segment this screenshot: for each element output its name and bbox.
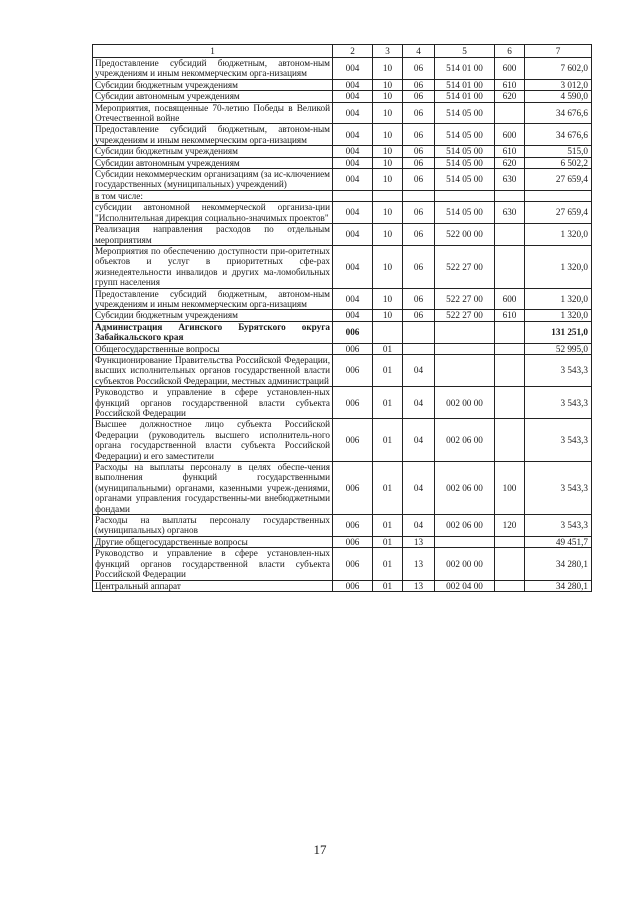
section-code-cell: 10 xyxy=(373,79,403,90)
table-row xyxy=(93,91,592,102)
row-name-cell: Субсидии бюджетным учреждениям xyxy=(93,79,333,90)
target-article-cell: 002 00 00 xyxy=(435,387,495,419)
row-name-cell: Мероприятия по обеспечению доступности при-оритетных объектов и услуг в приоритетных сфе-рах жизнедеятельности инвалидов и других ма-ломобильных групп населения xyxy=(93,245,333,288)
amount-cell xyxy=(525,190,592,201)
grbs-code-cell: 004 xyxy=(333,91,373,102)
subsection-code-cell: 06 xyxy=(403,288,435,310)
amount-cell: 3 543,3 xyxy=(525,515,592,537)
row-name-cell: Предоставление субсидий бюджетным, автоном-ным учреждениям и иным некоммерческим орга-низациям xyxy=(93,288,333,310)
expense-type-cell xyxy=(495,419,525,462)
grbs-code-cell: 004 xyxy=(333,79,373,90)
subsection-code-cell: 06 xyxy=(403,146,435,157)
grbs-code-cell: 006 xyxy=(333,321,373,343)
target-article-cell xyxy=(435,343,495,354)
expense-type-cell: 100 xyxy=(495,462,525,515)
expense-type-cell: 120 xyxy=(495,515,525,537)
subsection-code-cell: 04 xyxy=(403,419,435,462)
section-code-cell xyxy=(373,321,403,343)
section-code-cell: 01 xyxy=(373,548,403,580)
row-name-cell: Реализация направления расходов по отдельным мероприятиям xyxy=(93,224,333,246)
table-row xyxy=(93,124,592,146)
section-code-cell: 01 xyxy=(373,515,403,537)
amount-cell: 4 590,0 xyxy=(525,91,592,102)
grbs-code-cell: 004 xyxy=(333,224,373,246)
grbs-code-cell: 004 xyxy=(333,102,373,124)
grbs-code-cell: 004 xyxy=(333,310,373,321)
target-article-cell xyxy=(435,190,495,201)
header-cell: 6 xyxy=(495,45,525,58)
section-code-cell: 10 xyxy=(373,224,403,246)
section-code-cell: 01 xyxy=(373,354,403,386)
grbs-code-cell: 006 xyxy=(333,462,373,515)
expense-type-cell: 610 xyxy=(495,146,525,157)
section-code-cell: 10 xyxy=(373,146,403,157)
row-name-cell: Другие общегосударственные вопросы xyxy=(93,536,333,547)
amount-cell: 6 502,2 xyxy=(525,157,592,168)
table-row xyxy=(93,146,592,157)
table-row xyxy=(93,354,592,386)
amount-cell: 1 320,0 xyxy=(525,245,592,288)
amount-cell: 7 602,0 xyxy=(525,58,592,80)
grbs-code-cell: 004 xyxy=(333,157,373,168)
target-article-cell: 522 27 00 xyxy=(435,288,495,310)
table-row xyxy=(93,169,592,191)
table-row xyxy=(93,202,592,224)
row-name-cell: субсидии автономной некоммерческой организа-ции "Исполнительная дирекция социально-значимых проектов" xyxy=(93,202,333,224)
expense-type-cell: 600 xyxy=(495,58,525,80)
expense-type-cell: 600 xyxy=(495,288,525,310)
expense-type-cell xyxy=(495,387,525,419)
target-article-cell: 514 05 00 xyxy=(435,146,495,157)
amount-cell: 3 543,3 xyxy=(525,419,592,462)
expense-type-cell xyxy=(495,102,525,124)
grbs-code-cell: 004 xyxy=(333,58,373,80)
amount-cell: 27 659,4 xyxy=(525,169,592,191)
row-name-cell: Центральный аппарат xyxy=(93,580,333,591)
subsection-code-cell: 06 xyxy=(403,102,435,124)
target-article-cell: 514 05 00 xyxy=(435,102,495,124)
expense-type-cell xyxy=(495,245,525,288)
target-article-cell: 514 05 00 xyxy=(435,157,495,168)
section-code-cell xyxy=(373,190,403,201)
grbs-code-cell: 006 xyxy=(333,354,373,386)
table-row xyxy=(93,157,592,168)
amount-cell: 131 251,0 xyxy=(525,321,592,343)
expense-type-cell xyxy=(495,224,525,246)
subsection-code-cell: 13 xyxy=(403,580,435,591)
section-code-cell: 01 xyxy=(373,462,403,515)
target-article-cell: 002 00 00 xyxy=(435,548,495,580)
grbs-code-cell: 006 xyxy=(333,548,373,580)
amount-cell: 34 280,1 xyxy=(525,548,592,580)
header-cell: 1 xyxy=(93,45,333,58)
target-article-cell: 514 05 00 xyxy=(435,124,495,146)
row-name-cell: Субсидии бюджетным учреждениям xyxy=(93,146,333,157)
table-row xyxy=(93,548,592,580)
target-article-cell: 514 05 00 xyxy=(435,202,495,224)
table-row xyxy=(93,245,592,288)
grbs-code-cell: 004 xyxy=(333,146,373,157)
subsection-code-cell: 04 xyxy=(403,387,435,419)
subsection-code-cell: 06 xyxy=(403,91,435,102)
section-code-cell: 10 xyxy=(373,288,403,310)
section-code-cell: 10 xyxy=(373,124,403,146)
table-row xyxy=(93,580,592,591)
section-code-cell: 01 xyxy=(373,536,403,547)
expense-type-cell: 630 xyxy=(495,169,525,191)
target-article-cell xyxy=(435,321,495,343)
section-code-cell: 10 xyxy=(373,310,403,321)
section-code-cell: 01 xyxy=(373,387,403,419)
row-name-cell: Общегосударственные вопросы xyxy=(93,343,333,354)
expense-type-cell xyxy=(495,343,525,354)
table-row xyxy=(93,343,592,354)
grbs-code-cell: 006 xyxy=(333,387,373,419)
row-name-cell: Предоставление субсидий бюджетным, автоном-ным учреждениям и иным некоммерческим орга-низациям xyxy=(93,124,333,146)
header-cell: 4 xyxy=(403,45,435,58)
row-name-cell: Субсидии бюджетным учреждениям xyxy=(93,310,333,321)
amount-cell: 27 659,4 xyxy=(525,202,592,224)
grbs-code-cell xyxy=(333,190,373,201)
amount-cell: 1 320,0 xyxy=(525,288,592,310)
amount-cell: 1 320,0 xyxy=(525,310,592,321)
subsection-code-cell: 06 xyxy=(403,124,435,146)
row-name-cell: Функционирование Правительства Российской Федерации, высших исполнительных органов государственной власти субъектов Российской Федерации, местных администраций xyxy=(93,354,333,386)
subsection-code-cell: 06 xyxy=(403,245,435,288)
amount-cell: 3 543,3 xyxy=(525,462,592,515)
section-code-cell: 10 xyxy=(373,169,403,191)
target-article-cell: 522 27 00 xyxy=(435,245,495,288)
subsection-code-cell: 06 xyxy=(403,202,435,224)
amount-cell: 34 676,6 xyxy=(525,102,592,124)
subsection-code-cell: 06 xyxy=(403,58,435,80)
subsection-code-cell: 06 xyxy=(403,224,435,246)
section-code-cell: 10 xyxy=(373,58,403,80)
amount-cell: 52 995,0 xyxy=(525,343,592,354)
row-name-cell: в том числе: xyxy=(93,190,333,201)
target-article-cell xyxy=(435,536,495,547)
section-code-cell: 01 xyxy=(373,580,403,591)
budget-table xyxy=(92,44,592,592)
table-row xyxy=(93,515,592,537)
section-code-cell: 01 xyxy=(373,343,403,354)
subsection-code-cell: 13 xyxy=(403,536,435,547)
table-row xyxy=(93,58,592,80)
expense-type-cell: 630 xyxy=(495,202,525,224)
table-row xyxy=(93,387,592,419)
row-name-cell: Предоставление субсидий бюджетным, автоном-ным учреждениям и иным некоммерческим орга-низациям xyxy=(93,58,333,80)
grbs-code-cell: 006 xyxy=(333,343,373,354)
subsection-code-cell: 04 xyxy=(403,462,435,515)
page-number: 17 xyxy=(313,842,327,857)
header-cell: 3 xyxy=(373,45,403,58)
target-article-cell: 522 00 00 xyxy=(435,224,495,246)
amount-cell: 515,0 xyxy=(525,146,592,157)
target-article-cell: 002 06 00 xyxy=(435,515,495,537)
subsection-code-cell: 04 xyxy=(403,354,435,386)
expense-type-cell xyxy=(495,354,525,386)
amount-cell: 49 451,7 xyxy=(525,536,592,547)
expense-type-cell: 620 xyxy=(495,91,525,102)
row-name-cell: Руководство и управление в сфере установлен-ных функций органов государственной власти субъекта Российской Федерации xyxy=(93,548,333,580)
table-row xyxy=(93,288,592,310)
grbs-code-cell: 004 xyxy=(333,124,373,146)
section-code-cell: 10 xyxy=(373,245,403,288)
target-article-cell: 002 06 00 xyxy=(435,419,495,462)
expense-type-cell xyxy=(495,190,525,201)
expense-type-cell: 620 xyxy=(495,157,525,168)
amount-cell: 3 012,0 xyxy=(525,79,592,90)
table-row xyxy=(93,321,592,343)
section-code-cell: 10 xyxy=(373,91,403,102)
row-name-cell: Администрация Агинского Бурятского округа Забайкальского края xyxy=(93,321,333,343)
amount-cell: 34 280,1 xyxy=(525,580,592,591)
subsection-code-cell: 06 xyxy=(403,157,435,168)
subsection-code-cell: 06 xyxy=(403,79,435,90)
target-article-cell: 002 04 00 xyxy=(435,580,495,591)
table-row xyxy=(93,102,592,124)
target-article-cell: 514 05 00 xyxy=(435,169,495,191)
expense-type-cell xyxy=(495,536,525,547)
expense-type-cell: 610 xyxy=(495,310,525,321)
table-row xyxy=(93,419,592,462)
grbs-code-cell: 006 xyxy=(333,515,373,537)
table-row xyxy=(93,536,592,547)
budget-table-body xyxy=(93,45,592,592)
table-row xyxy=(93,190,592,201)
expense-type-cell: 600 xyxy=(495,124,525,146)
row-name-cell: Расходы на выплаты персоналу государственных (муниципальных) органов xyxy=(93,515,333,537)
row-name-cell: Высшее должностное лицо субъекта Российской Федерации (руководитель высшего исполнитель-ного органа государственной власти субъекта Российской Федерации) и его заместители xyxy=(93,419,333,462)
subsection-code-cell: 13 xyxy=(403,548,435,580)
amount-cell: 34 676,6 xyxy=(525,124,592,146)
subsection-code-cell xyxy=(403,321,435,343)
grbs-code-cell: 004 xyxy=(333,202,373,224)
section-code-cell: 01 xyxy=(373,419,403,462)
target-article-cell xyxy=(435,354,495,386)
expense-type-cell xyxy=(495,580,525,591)
amount-cell: 1 320,0 xyxy=(525,224,592,246)
expense-type-cell xyxy=(495,321,525,343)
section-code-cell: 10 xyxy=(373,157,403,168)
subsection-code-cell: 04 xyxy=(403,515,435,537)
grbs-code-cell: 004 xyxy=(333,169,373,191)
row-name-cell: Руководство и управление в сфере установлен-ных функций органов государственной власти субъекта Российской Федерации xyxy=(93,387,333,419)
amount-cell: 3 543,3 xyxy=(525,354,592,386)
grbs-code-cell: 006 xyxy=(333,419,373,462)
header-cell: 2 xyxy=(333,45,373,58)
table-header-row xyxy=(93,45,592,58)
expense-type-cell: 610 xyxy=(495,79,525,90)
header-cell: 5 xyxy=(435,45,495,58)
table-row xyxy=(93,224,592,246)
row-name-cell: Субсидии некоммерческим организациям (за ис-ключением государственных (муниципальных) учреждений) xyxy=(93,169,333,191)
row-name-cell: Субсидии автономным учреждениям xyxy=(93,157,333,168)
grbs-code-cell: 006 xyxy=(333,536,373,547)
subsection-code-cell: 06 xyxy=(403,169,435,191)
target-article-cell: 514 01 00 xyxy=(435,58,495,80)
target-article-cell: 514 01 00 xyxy=(435,91,495,102)
subsection-code-cell: 06 xyxy=(403,310,435,321)
expense-type-cell xyxy=(495,548,525,580)
table-row xyxy=(93,462,592,515)
table-row xyxy=(93,310,592,321)
section-code-cell: 10 xyxy=(373,102,403,124)
row-name-cell: Субсидии автономным учреждениям xyxy=(93,91,333,102)
grbs-code-cell: 004 xyxy=(333,288,373,310)
row-name-cell: Мероприятия, посвященные 70-летию Победы в Великой Отечественной войне xyxy=(93,102,333,124)
target-article-cell: 522 27 00 xyxy=(435,310,495,321)
grbs-code-cell: 006 xyxy=(333,580,373,591)
header-cell: 7 xyxy=(525,45,592,58)
table-row xyxy=(93,79,592,90)
target-article-cell: 002 06 00 xyxy=(435,462,495,515)
amount-cell: 3 543,3 xyxy=(525,387,592,419)
target-article-cell: 514 01 00 xyxy=(435,79,495,90)
section-code-cell: 10 xyxy=(373,202,403,224)
row-name-cell: Расходы на выплаты персоналу в целях обеспе-чения выполнения функций государственными (муниципальными) органами, казенными учреж-дениями, органами управления государственны-ми внебюджетными фондами xyxy=(93,462,333,515)
subsection-code-cell xyxy=(403,343,435,354)
grbs-code-cell: 004 xyxy=(333,245,373,288)
subsection-code-cell xyxy=(403,190,435,201)
